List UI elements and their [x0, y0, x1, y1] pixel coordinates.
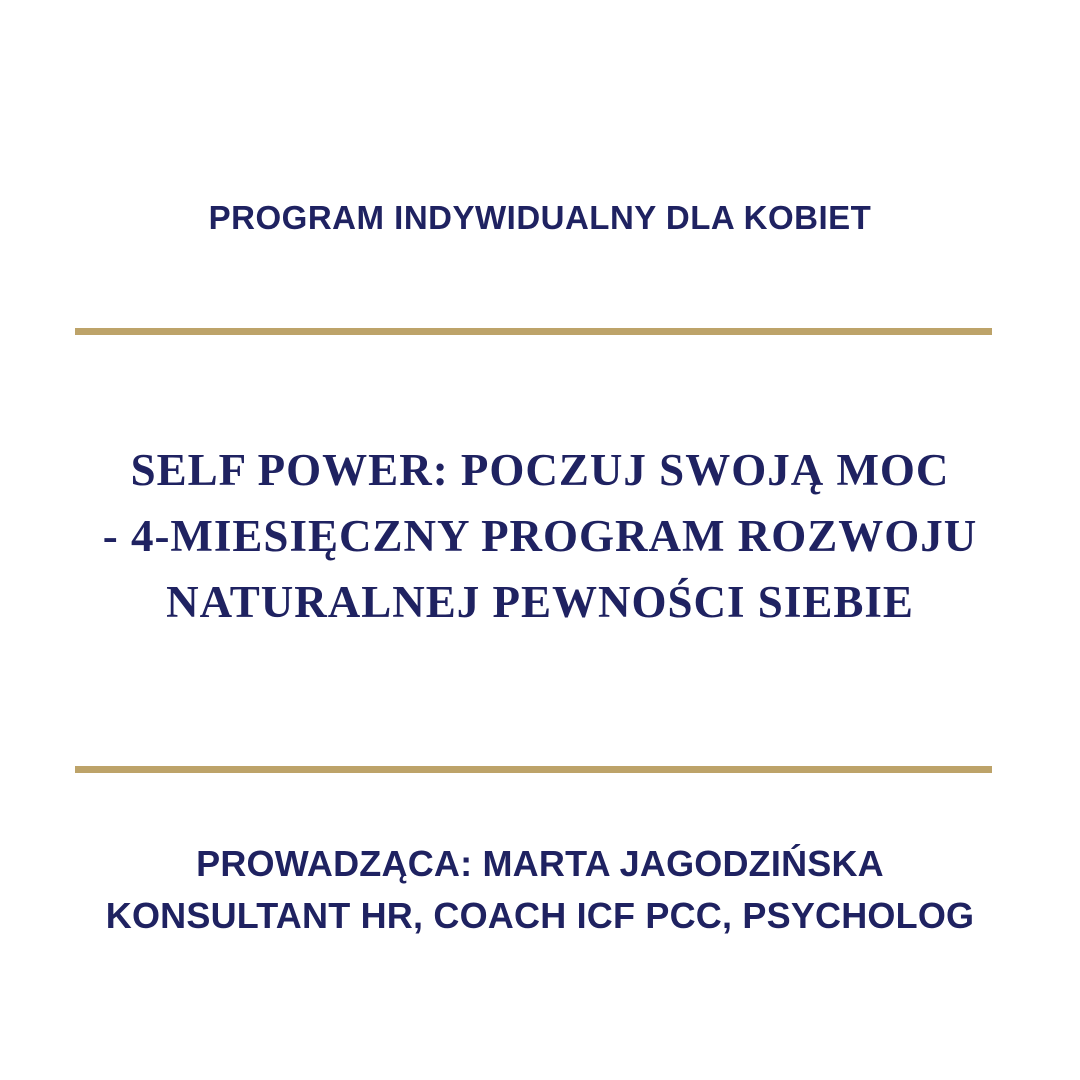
presenter-line: PROWADZĄCA: MARTA JAGODZIŃSKA — [196, 843, 884, 884]
eyebrow-text: PROGRAM INDYWIDUALNY DLA KOBIET — [208, 199, 872, 236]
main-title — [0, 437, 1080, 635]
presenter-info — [0, 838, 1080, 942]
title-line-1: SELF POWER: POCZUJ SWOJĄ MOC — [130, 445, 950, 495]
title-line-3: NATURALNEJ PEWNOŚCI SIEBIE — [166, 577, 914, 627]
credentials-line: KONSULTANT HR, COACH ICF PCC, PSYCHOLOG — [105, 895, 975, 936]
divider-bottom — [75, 766, 992, 773]
title-line-2: - 4-MIESIĘCZNY PROGRAM ROZWOJU — [102, 511, 978, 561]
divider-top — [75, 328, 992, 335]
